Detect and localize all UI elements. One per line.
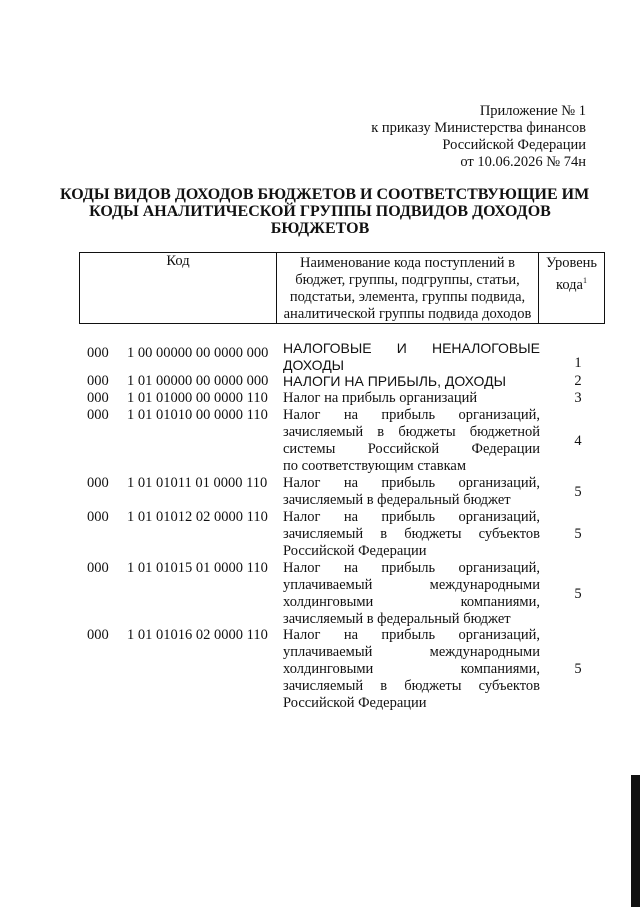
level-code: 3 [574, 390, 582, 406]
admin-code: 000 [87, 390, 109, 406]
level-code: 5 [574, 484, 582, 500]
income-name-line: системы Российской Федерации [283, 441, 540, 457]
header-code: Код [80, 253, 277, 324]
appendix-line: Приложение № 1 [479, 103, 586, 119]
income-name-line: Налог на прибыль организаций [283, 390, 478, 406]
income-code: 1 01 00000 00 0000 000 [127, 373, 269, 389]
scan-edge-mark [631, 775, 640, 907]
income-name-line: уплачиваемый международными [283, 644, 540, 660]
income-name-line: НАЛОГОВЫЕ И НЕНАЛОГОВЫЕ [283, 340, 540, 356]
income-name-line: Налог на прибыль организаций, [283, 509, 540, 525]
admin-code: 000 [87, 345, 109, 361]
header-name: Наименование кода поступлений в бюджет, группы, подгруппы, статьи, подстатьи, элемента, группы подвида, аналитической группы подвида доходов [277, 253, 539, 324]
income-name-line: зачисляемый в бюджеты субъектов [283, 678, 540, 694]
level-code: 1 [574, 355, 582, 371]
income-code: 1 01 01000 00 0000 110 [127, 390, 268, 406]
income-name-line: зачисляемый в бюджеты бюджетной [283, 424, 540, 440]
income-name-line: Налог на прибыль организаций, [283, 407, 540, 423]
income-code: 1 01 01011 01 0000 110 [127, 475, 268, 491]
appendix-line: к приказу Министерства финансов [371, 120, 586, 136]
income-name-line: Налог на прибыль организаций, [283, 475, 540, 491]
income-name [283, 340, 540, 374]
admin-code: 000 [87, 560, 109, 576]
level-code: 5 [574, 526, 582, 542]
income-name [283, 627, 540, 712]
income-name [283, 390, 540, 407]
header-level: Уровень кода$^1$ [539, 253, 605, 324]
appendix-block [356, 103, 586, 171]
table-header [79, 252, 605, 324]
income-code: 1 01 01012 02 0000 110 [127, 509, 268, 525]
income-code: 1 00 00000 00 0000 000 [127, 345, 269, 361]
income-name-line: по соответствующим ставкам [283, 458, 467, 474]
income-name [283, 560, 540, 628]
income-code: 1 01 01010 00 0000 110 [127, 407, 268, 423]
level-code: 2 [574, 373, 582, 389]
income-name-line: зачисляемый в федеральный бюджет [283, 611, 511, 627]
income-name-line: холдинговыми компаниями, [283, 594, 540, 610]
admin-code: 000 [87, 407, 109, 423]
income-name-line: уплачиваемый международными [283, 577, 540, 593]
income-name [283, 407, 540, 475]
document-title [60, 186, 590, 237]
level-code: 5 [574, 661, 582, 677]
level-code: 4 [574, 433, 582, 449]
admin-code: 000 [87, 509, 109, 525]
income-name-line: Налог на прибыль организаций, [283, 560, 540, 576]
income-name-line: Российской Федерации [283, 543, 427, 559]
income-name [283, 373, 540, 390]
income-code: 1 01 01015 01 0000 110 [127, 560, 268, 576]
admin-code: 000 [87, 627, 109, 643]
title-line: БЮДЖЕТОВ [270, 220, 370, 237]
income-code: 1 01 01016 02 0000 110 [127, 627, 268, 643]
admin-code: 000 [87, 373, 109, 389]
appendix-line: Российской Федерации [442, 137, 586, 153]
title-line: КОДЫ АНАЛИТИЧЕСКОЙ ГРУППЫ ПОДВИДОВ ДОХОДОВ [89, 203, 551, 220]
income-name-line: зачисляемый в бюджеты субъектов [283, 526, 540, 542]
appendix-line: от 10.06.2026 № 74н [460, 154, 586, 170]
income-name-line: зачисляемый в федеральный бюджет [283, 492, 511, 508]
footnote-mark: 1 [582, 276, 587, 285]
income-name [283, 509, 540, 560]
income-name-line: холдинговыми компаниями, [283, 661, 540, 677]
income-name [283, 475, 540, 509]
level-code: 5 [574, 586, 582, 602]
title-line: КОДЫ ВИДОВ ДОХОДОВ БЮДЖЕТОВ И СООТВЕТСТВУЮЩИЕ ИМ [60, 186, 590, 203]
income-name-line: Налог на прибыль организаций, [283, 627, 540, 643]
income-name-line: Российской Федерации [283, 695, 427, 711]
income-name-line: НАЛОГИ НА ПРИБЫЛЬ, ДОХОДЫ [283, 373, 506, 389]
admin-code: 000 [87, 475, 109, 491]
income-name-line: ДОХОДЫ [283, 357, 345, 373]
